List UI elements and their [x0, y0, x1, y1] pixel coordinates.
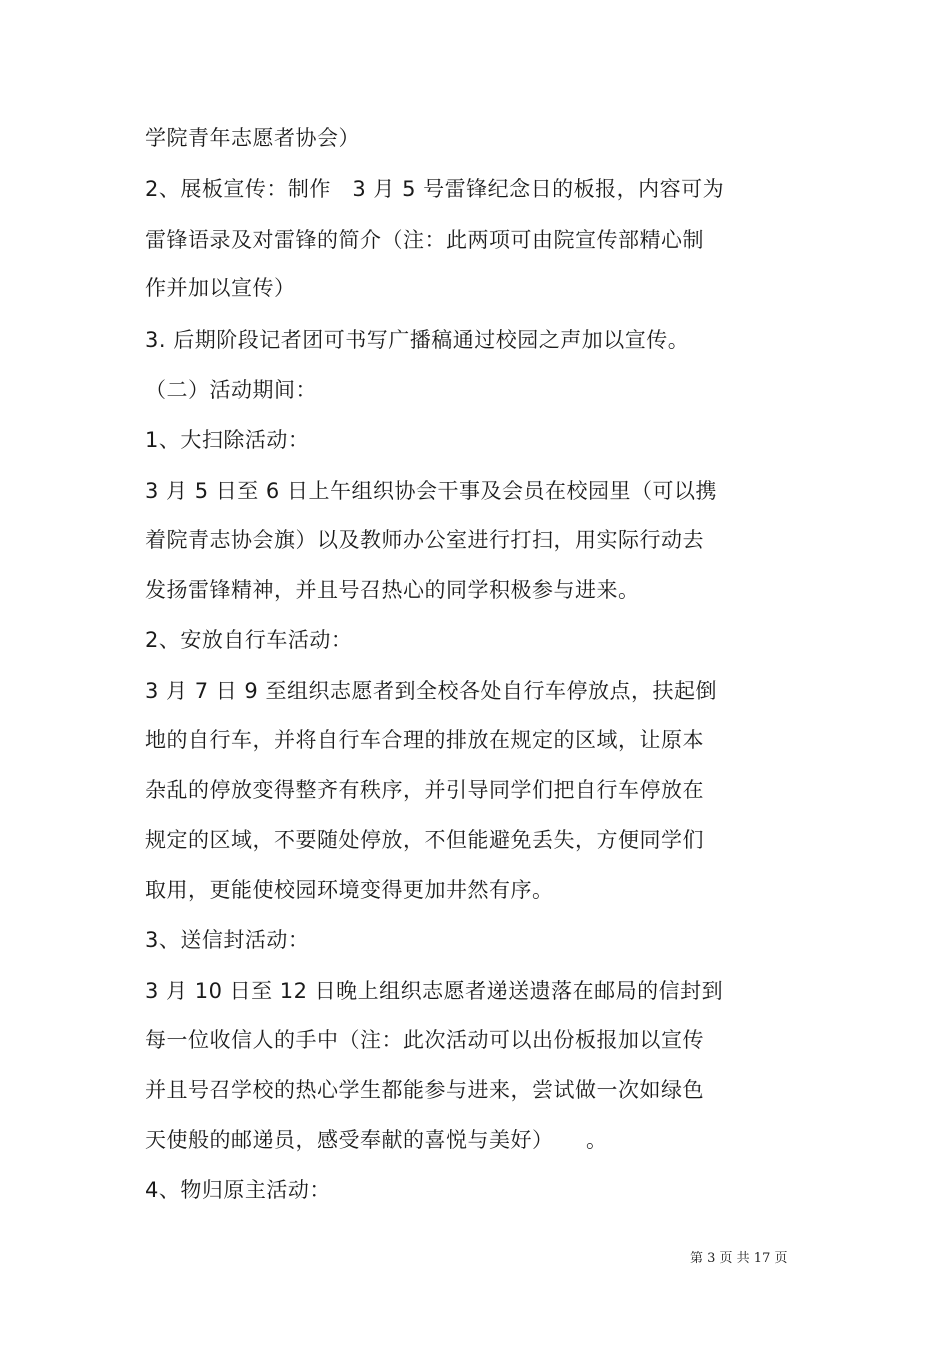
text-line: 取用，更能使校园环境变得更加井然有序。 [145, 878, 554, 902]
text-line: 3. 后期阶段记者团可书写广播稿通过校园之声加以宣传。 [145, 328, 690, 352]
text-line: 雷锋语录及对雷锋的简介（注：此两项可由院宣传部精心制 [145, 228, 704, 252]
page-number: 第 3 页 共 17 页 [690, 1251, 788, 1266]
section-heading: （二）活动期间： [145, 378, 317, 402]
text-line: 地的自行车，并将自行车合理的排放在规定的区域，让原本 [145, 728, 704, 752]
text-line: 学院青年志愿者协会） [145, 126, 360, 150]
text-line: 杂乱的停放变得整齐有秩序，并引导同学们把自行车停放在 [145, 778, 704, 802]
text-line: 2、安放自行车活动： [145, 628, 353, 652]
text-line: 2、展板宣传：制作 3 月 5 号雷锋纪念日的板报，内容可为 [145, 177, 725, 201]
text-line: 每一位收信人的手中（注：此次活动可以出份板报加以宣传 [145, 1028, 704, 1052]
text-line: 3 月 7 日 9 至组织志愿者到全校各处自行车停放点，扶起倒 [145, 679, 717, 703]
text-line: 作并加以宣传） [145, 276, 296, 300]
text-line: 3 月 5 日至 6 日上午组织协会干事及会员在校园里（可以携 [145, 479, 717, 503]
text-line: 3 月 10 日至 12 日晚上组织志愿者递送遗落在邮局的信封到 [145, 979, 724, 1003]
text-line: 天使般的邮递员，感受奉献的喜悦与美好） 。 [145, 1128, 608, 1152]
text-line: 规定的区域，不要随处停放，不但能避免丢失，方便同学们 [145, 828, 704, 852]
text-line: 1、大扫除活动： [145, 428, 310, 452]
text-line: 发扬雷锋精神，并且号召热心的同学积极参与进来。 [145, 578, 640, 602]
text-line: 着院青志协会旗）以及教师办公室进行打扫，用实际行动去 [145, 528, 704, 552]
text-line: 3、送信封活动： [145, 928, 310, 952]
text-line: 并且号召学校的热心学生都能参与进来，尝试做一次如绿色 [145, 1078, 704, 1102]
text-line: 4、物归原主活动： [145, 1178, 331, 1202]
